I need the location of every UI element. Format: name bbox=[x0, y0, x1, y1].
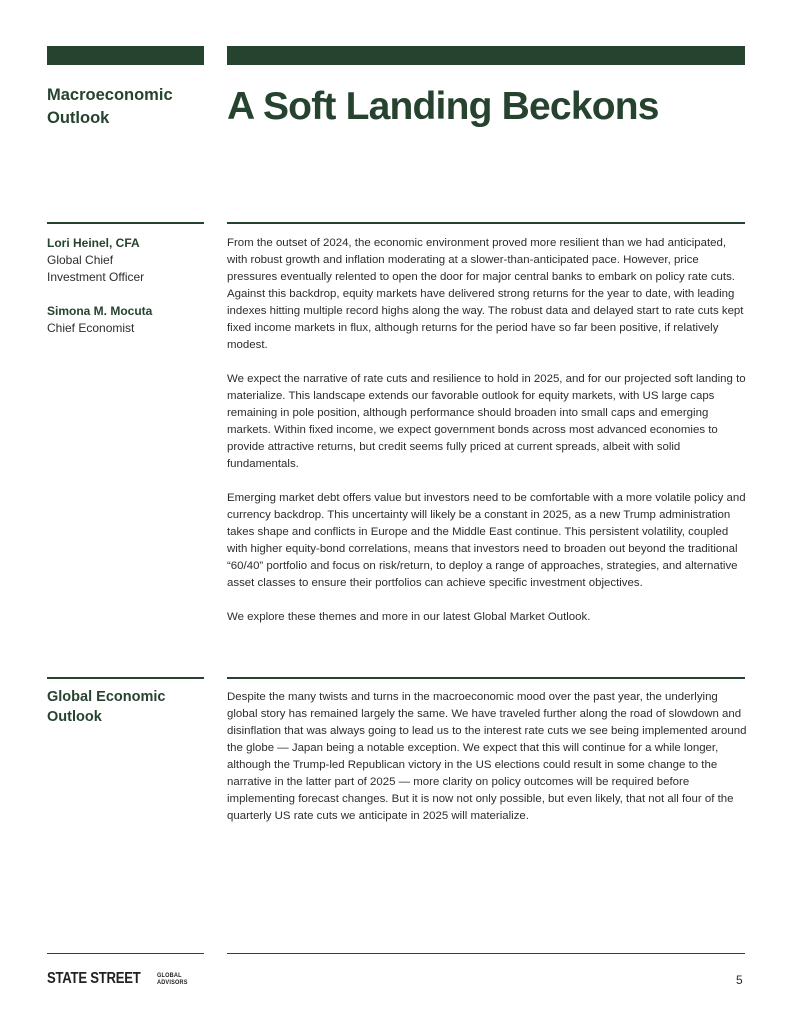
global-section-label-line-2: Outlook bbox=[47, 709, 102, 725]
author-role: Global Chief bbox=[47, 253, 114, 267]
divider-right-1 bbox=[227, 222, 745, 224]
logo-subtext-line-2: ADVISORS bbox=[157, 979, 188, 986]
page-title: A Soft Landing Beckons bbox=[227, 85, 659, 128]
logo-subtext-line-1: GLOBAL bbox=[157, 972, 182, 979]
author-block bbox=[47, 235, 217, 286]
header-bar-right bbox=[227, 46, 745, 65]
author-block bbox=[47, 303, 217, 337]
author-name: Simona M. Mocuta bbox=[47, 304, 153, 318]
author-name: Lori Heinel, CFA bbox=[47, 236, 140, 250]
section-label-line-1: Macroeconomic bbox=[47, 86, 173, 104]
divider-left-2 bbox=[47, 677, 204, 679]
body-paragraph: Emerging market debt offers value but investors need to be comfortable with a more volatile policy and currency backdrop. This uncertainty will likely be a constant in 2025, as a new Trump administration takes shape and conflicts in Europe and the Middle East continue. This persistent volatility, coupled with higher equity-bond correlations, means that investors need to broaden out beyond the traditional “60/40” portfolio and focus on risk/return, to deploy a range of approaches, strategies, and alternative asset classes to ensure their portfolios can achieve specific investment objectives. bbox=[227, 492, 746, 589]
body-paragraph: Despite the many twists and turns in the macroeconomic mood over the past year, the underlying global story has remained largely the same. We have traveled further along the road of slowdown and disinflation that was always going to lead us to the interest rate cuts we see being implemented around the globe — Japan being a notable exception. We expect that this will continue for a while longer, although the Trump-led Republican victory in the US elections could result in some change to the narrative in the latter part of 2025 — more clarity on policy outcomes will be required before implementing forecast changes. But it is now not only possible, but even likely, that not all four of the quarterly US rate cuts we anticipate in 2025 will materialize. bbox=[227, 691, 747, 822]
global-section-label-line-1: Global Economic bbox=[47, 689, 166, 705]
footer-divider-right bbox=[227, 953, 745, 954]
section-label bbox=[47, 84, 207, 130]
divider-left-1 bbox=[47, 222, 204, 224]
body-paragraph: We expect the narrative of rate cuts and resilience to hold in 2025, and for our projected soft landing to materialize. This landscape extends our favorable outlook for equity markets, with US large caps remaining in pole position, although performance should broaden into small caps and emerging markets. Within fixed income, we expect government bonds across most advanced economies to provide attractive returns, but credit seems fully priced at current spreads, albeit with solid fundamentals. bbox=[227, 373, 746, 470]
global-section-label bbox=[47, 687, 207, 727]
author-list bbox=[47, 235, 217, 354]
body-paragraph: We explore these themes and more in our latest Global Market Outlook. bbox=[227, 611, 591, 623]
footer-divider-left bbox=[47, 953, 204, 954]
divider-right-2 bbox=[227, 677, 745, 679]
page-number: 5 bbox=[736, 973, 743, 987]
logo-subtext bbox=[157, 972, 188, 986]
global-body bbox=[227, 689, 747, 842]
section-label-line-2: Outlook bbox=[47, 109, 110, 127]
logo-wordmark: STATE STREET bbox=[47, 970, 141, 987]
intro-body bbox=[227, 235, 747, 643]
header-bar-left bbox=[47, 46, 204, 65]
author-role: Chief Economist bbox=[47, 321, 135, 335]
body-paragraph: From the outset of 2024, the economic environment proved more resilient than we had anticipated, with robust growth and inflation moderating at a slower-than-anticipated pace. However, price pressures eventually relented to open the door for major central banks to embark on policy rate cuts. Against this backdrop, equity markets have delivered strong returns for the year to date, with leading indexes hitting multiple record highs along the way. The robust data and delayed start to rate cuts kept fixed income markets in flux, although returns for the period have so far been positive, if relatively modest. bbox=[227, 237, 744, 351]
state-street-logo bbox=[47, 970, 193, 988]
author-role: Investment Officer bbox=[47, 270, 145, 284]
